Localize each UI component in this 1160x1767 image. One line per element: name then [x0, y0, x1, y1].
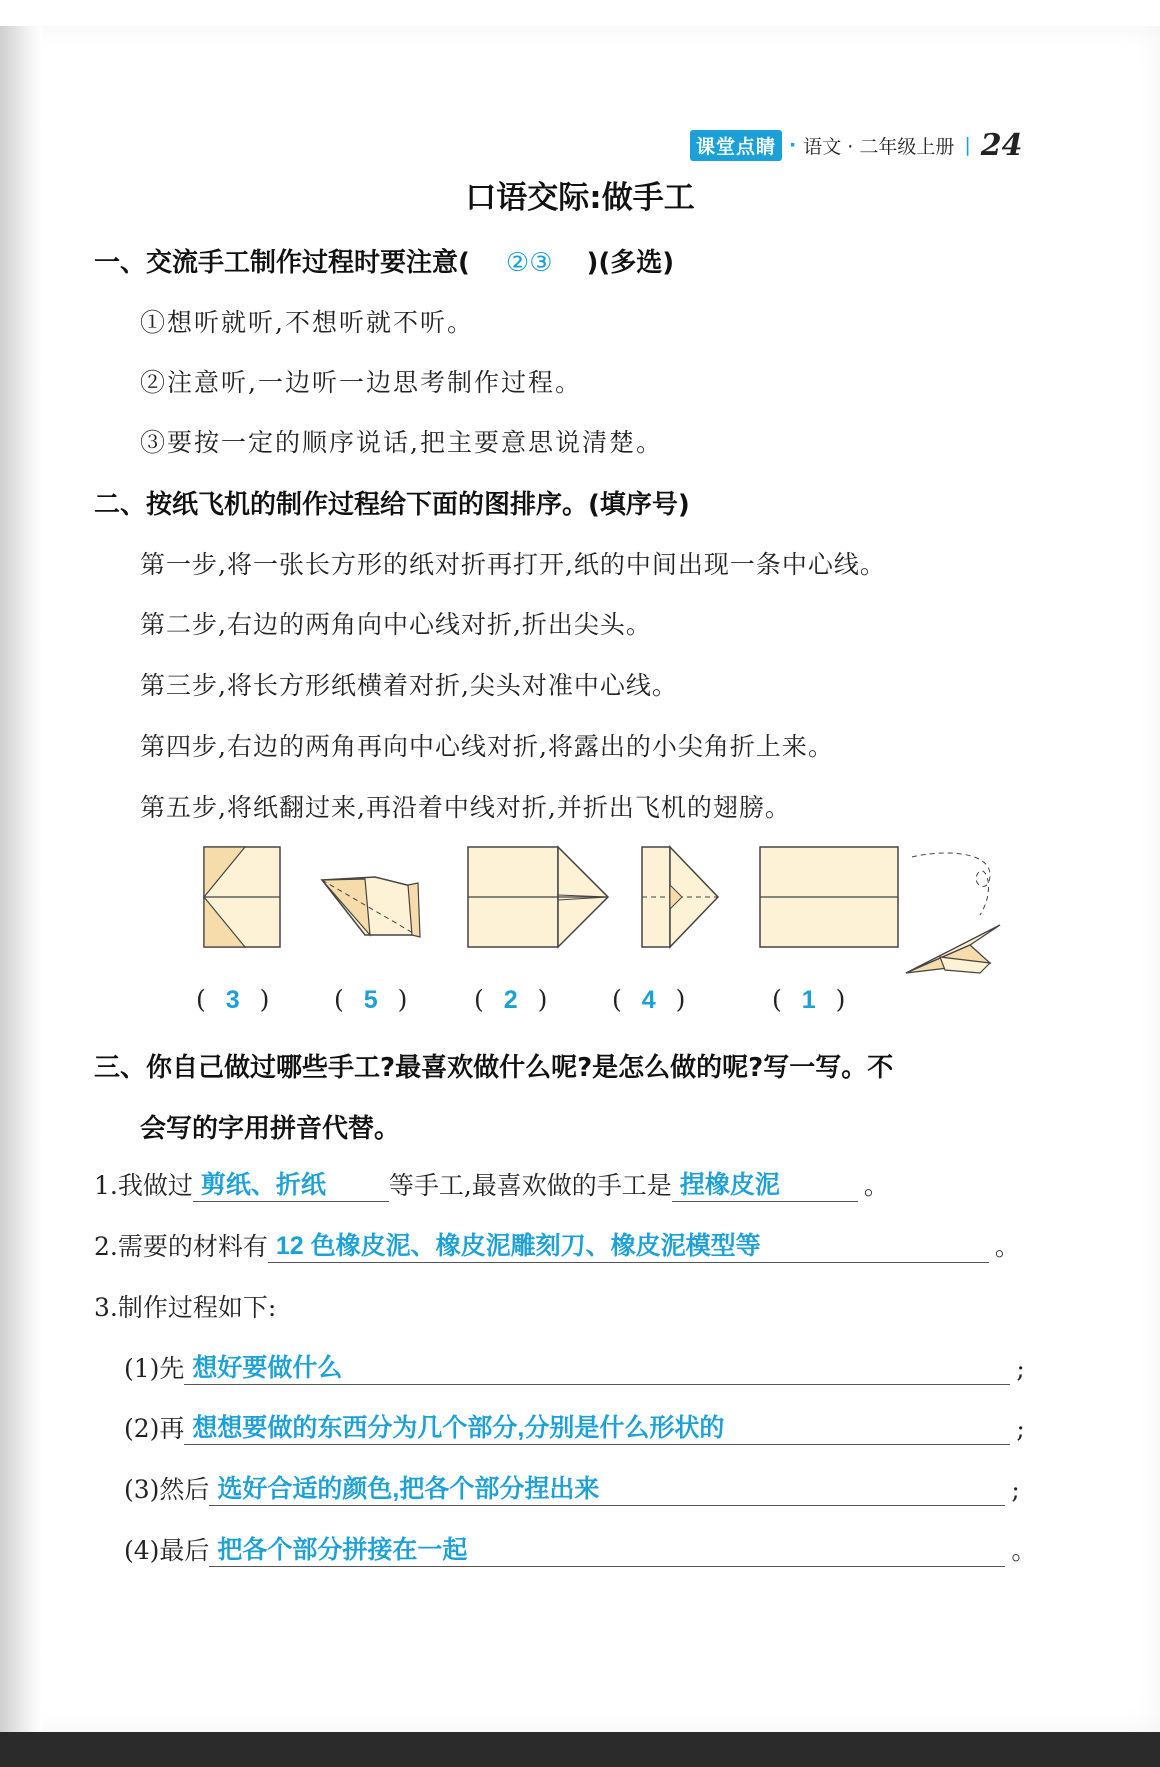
question-2-heading: 二、按纸飞机的制作过程给下面的图排序。(填序号)	[94, 490, 690, 520]
q3-item-3: 3.制作过程如下:	[94, 1293, 277, 1322]
page-title: 口语交际:做手工	[465, 180, 695, 216]
fold-figure-b	[322, 877, 420, 937]
top-edge	[0, 0, 1160, 29]
q2-step-3: 第三步,将长方形纸横着对折,尖头对准中心线。	[140, 671, 678, 700]
q3-fill-materials[interactable]: 12 色橡皮泥、橡皮泥雕刻刀、橡皮泥模型等	[268, 1226, 989, 1263]
q3-item-2: 2.需要的材料有 12 色橡皮泥、橡皮泥雕刻刀、橡皮泥模型等 。	[94, 1226, 1020, 1263]
page-header	[690, 129, 1023, 161]
q1-suffix: )(多选)	[586, 248, 675, 278]
q2-step-5: 第五步,将纸翻过来,再沿着中线对折,并折出飞机的翅膀。	[140, 793, 791, 822]
q3-fill-process-1[interactable]: 想好要做什么	[184, 1348, 1010, 1385]
flying-paper-plane	[906, 853, 1000, 973]
question-3-heading-line-2: 会写的字用拼音代替。	[140, 1114, 401, 1144]
q3-process-1: (1)先 想好要做什么 ;	[124, 1348, 1025, 1385]
q3-fill-process-2[interactable]: 想想要做的东西分为几个部分,分别是什么形状的	[184, 1408, 1010, 1445]
fold-figure-e	[760, 847, 898, 947]
fold-figure-a	[204, 847, 280, 947]
q3-fill-process-4[interactable]: 把各个部分拼接在一起	[209, 1530, 1005, 1567]
q1-option-2: ②注意听,一边听一边思考制作过程。	[140, 368, 582, 397]
q1-answer: ②③	[505, 248, 553, 278]
q2-answer-1: ( 3 )	[196, 985, 270, 1014]
q3-process-2: (2)再 想想要做的东西分为几个部分,分别是什么形状的 ;	[124, 1408, 1025, 1445]
subject-label: 语文 · 二年级上册	[803, 135, 955, 158]
page-number: 24	[980, 127, 1023, 163]
q3-fill-favorite[interactable]: 捏橡皮泥	[672, 1165, 858, 1202]
q2-answer-5: ( 1 )	[772, 985, 846, 1014]
question-1-heading	[94, 242, 674, 279]
q3-process-4: (4)最后 把各个部分拼接在一起 。	[124, 1530, 1036, 1567]
q1-option-1: ①想听就听,不想听就不听。	[140, 308, 474, 337]
q2-step-4: 第四步,右边的两角再向中心线对折,将露出的小尖角折上来。	[140, 732, 834, 761]
q3-fill-crafts[interactable]: 剪纸、折纸	[193, 1165, 389, 1202]
q2-answer-4: ( 4 )	[612, 985, 686, 1014]
section-badge: 课堂点睛	[690, 130, 782, 161]
q2-step-2: 第二步,右边的两角向中心线对折,折出尖头。	[140, 610, 652, 639]
bottom-edge	[0, 1732, 1160, 1767]
question-3-heading-line-1: 三、你自己做过哪些手工?最喜欢做什么呢?是怎么做的呢?写一写。不	[94, 1053, 894, 1083]
q3-item-1: 1.我做过 剪纸、折纸 等手工,最喜欢做的手工是 捏橡皮泥 。	[94, 1165, 889, 1202]
fold-figure-c	[468, 847, 608, 947]
header-separator: |	[964, 134, 971, 156]
paper-plane-figures	[200, 845, 1010, 985]
header-dot: ·	[789, 134, 797, 156]
q2-answer-2: ( 5 )	[334, 985, 408, 1014]
q1-prefix: 一、交流手工制作过程时要注意(	[94, 248, 470, 278]
page-binding-shadow	[0, 26, 42, 1732]
q2-step-1: 第一步,将一张长方形的纸对折再打开,纸的中间出现一条中心线。	[140, 550, 886, 579]
q3-fill-process-3[interactable]: 选好合适的颜色,把各个部分捏出来	[209, 1469, 1005, 1506]
q2-answer-3: ( 2 )	[474, 985, 548, 1014]
fold-figure-d	[642, 847, 718, 947]
q3-process-3: (3)然后 选好合适的颜色,把各个部分捏出来 ;	[124, 1469, 1020, 1506]
q1-option-3: ③要按一定的顺序说话,把主要意思说清楚。	[140, 428, 663, 457]
